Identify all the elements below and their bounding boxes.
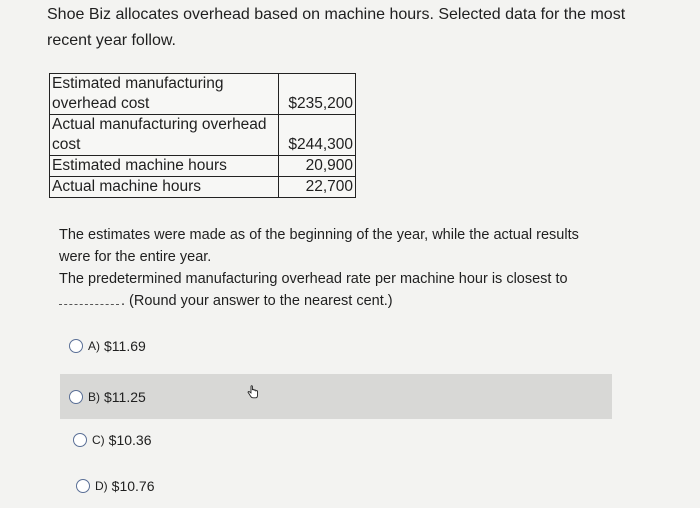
table-cell-label (50, 115, 279, 156)
choice-a[interactable] (69, 338, 146, 354)
question-line-2: recent year follow. (47, 32, 176, 49)
radio-button-icon[interactable] (69, 390, 83, 404)
choice-d[interactable] (76, 478, 155, 494)
table-cell-label (50, 74, 279, 115)
radio-button-icon[interactable] (76, 479, 90, 493)
table-row (50, 74, 356, 115)
question-text (47, 2, 647, 54)
question-notes (59, 224, 619, 312)
answer-blank (59, 292, 119, 305)
choice-c[interactable] (73, 432, 152, 448)
choice-value: $10.76 (111, 478, 155, 494)
hand-pointer-icon (246, 385, 260, 399)
choice-letter: B) (88, 389, 100, 404)
table-row (50, 156, 356, 177)
choice-value: $11.25 (104, 388, 146, 405)
choice-letter: C) (92, 433, 105, 447)
radio-button-icon[interactable] (73, 433, 87, 447)
table-row (50, 115, 356, 156)
table-cell-value: 22,700 (279, 177, 356, 198)
notes-line-2: were for the entire year. (59, 249, 212, 265)
choice-letter: D) (95, 479, 108, 493)
cell-label-line: cost (52, 136, 81, 153)
cell-label-line: Actual manufacturing overhead (52, 116, 267, 133)
data-table (49, 73, 356, 198)
notes-line-1: The estimates were made as of the beginning of the year, while the actual results (59, 227, 579, 243)
radio-button-icon[interactable] (69, 339, 83, 353)
table-cell-value: $235,200 (279, 74, 356, 115)
table-row (50, 177, 356, 198)
notes-line-3: The predetermined manufacturing overhead rate per machine hour is closest to (59, 271, 568, 287)
cell-label-line: Estimated manufacturing (52, 75, 224, 92)
choice-value: $11.69 (104, 338, 146, 354)
choice-value: $10.36 (108, 432, 152, 448)
table-cell-value: $244,300 (279, 115, 356, 156)
cell-label-line: overhead cost (52, 95, 150, 112)
table-cell-label: Estimated machine hours (50, 156, 279, 177)
table-cell-value: 20,900 (279, 156, 356, 177)
notes-line-4 (59, 290, 619, 312)
question-line-1: Shoe Biz allocates overhead based on machine hours. Selected data for the most (47, 6, 626, 23)
table-cell-label: Actual machine hours (50, 177, 279, 198)
choice-b[interactable] (60, 374, 612, 419)
notes-line-4-text: . (Round your answer to the nearest cent.) (121, 293, 393, 309)
choice-letter: A) (88, 339, 100, 353)
